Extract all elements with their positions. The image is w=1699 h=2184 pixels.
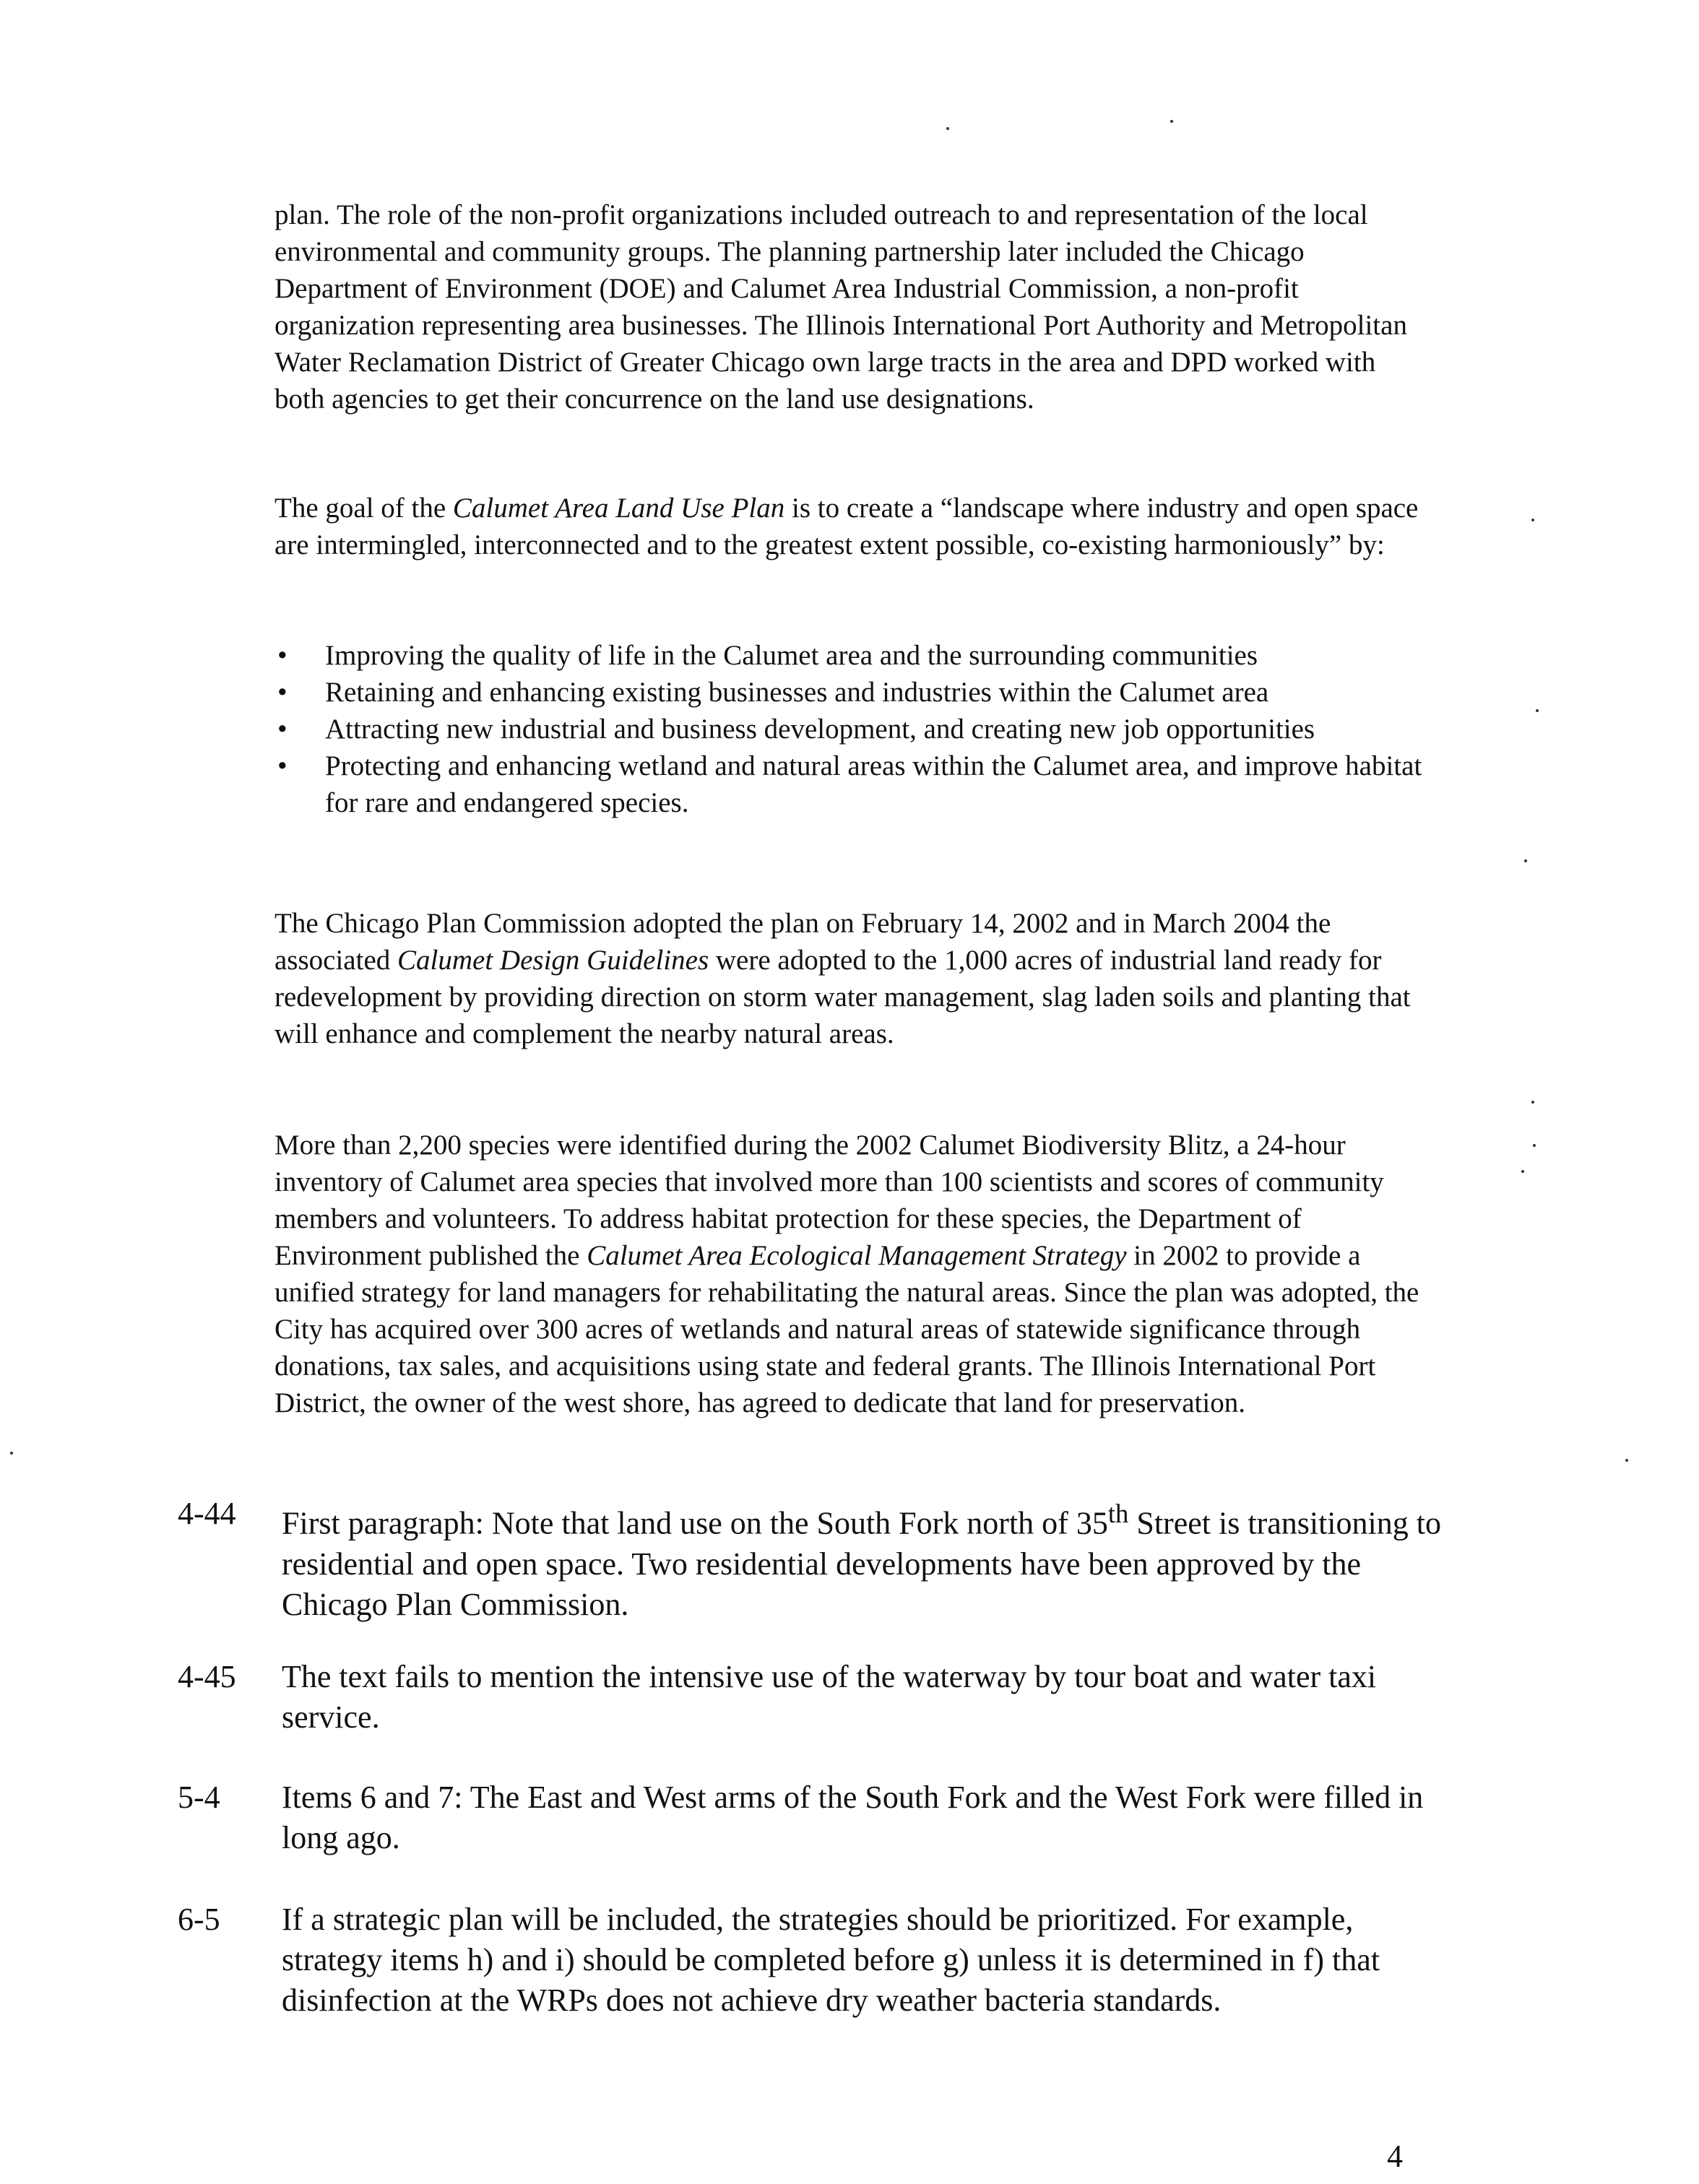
comment-4-45 <box>178 1657 1449 1738</box>
comment-4-44 <box>178 1494 1449 1625</box>
bullet-icon: • <box>277 714 288 745</box>
guidelines-title-italic: Calumet Design Guidelines <box>397 945 709 976</box>
paragraph-text: The Chicago Plan Commission adopted the plan on February 14, 2002 and in March 2004 the associated <box>274 908 1331 976</box>
scan-speck <box>1625 1459 1628 1462</box>
comment-text: Items 6 and 7: The East and West arms of the South Fork and the West Fork were filled in long ago. <box>282 1780 1424 1855</box>
paragraph-text: in 2002 to provide a unified strategy for land managers for rehabilitating the natural areas. Since the plan was adopted, the City has acquired over 300 acres of wetlands and natural areas of statewide significance through donations, tax sales, and acquisitions using state and federal grants. The Illinois International Port District, the owner of the west shore, has agreed to dedicate that land for preservation. <box>274 1240 1419 1418</box>
paragraph-text: More than 2,200 species were identified during the 2002 Calumet Biodiversity Blitz, a 24-hour inventory of Calumet area species that involved more than 100 scientists and scores of community members and volunteers. To address habitat protection for these species, the Department of Environment published the <box>274 1130 1384 1271</box>
comment-6-5 <box>178 1899 1449 2021</box>
list-item-text: Improving the quality of life in the Calumet area and the surrounding communities <box>325 640 1258 671</box>
comment-number: 4-44 <box>178 1496 236 1531</box>
goals-bullet-list <box>274 637 1445 821</box>
comment-text: If a strategic plan will be included, the strategies should be prioritized. For example, strategy items h) and i) should be completed before g) unless it is determined in f) that disinfection at the WRPs does not achieve dry weather bacteria standards. <box>282 1902 1380 2018</box>
scan-speck <box>1521 1170 1524 1173</box>
plan-title-italic: Calumet Area Land Use Plan <box>452 493 785 524</box>
list-item-text: Retaining and enhancing existing businesses and industries within the Calumet area <box>325 677 1269 708</box>
scan-speck <box>1524 859 1527 862</box>
paragraph-plan-goal <box>274 490 1430 563</box>
scan-speck <box>946 127 949 130</box>
comment-text: The text fails to mention the intensive use of the waterway by tour boat and water taxi service. <box>282 1659 1377 1735</box>
paragraph-text: were adopted to the 1,000 acres of industrial land ready for redevelopment by providing direction on storm water management, slag laden soils and planting that will enhance and complement the nearby natural areas. <box>274 945 1411 1049</box>
list-item-text: Attracting new industrial and business development, and creating new job opportunities <box>325 714 1315 745</box>
scan-speck <box>10 1452 13 1455</box>
list-item <box>274 637 1445 674</box>
list-item <box>274 711 1445 748</box>
scan-speck <box>1536 709 1539 712</box>
scan-speck <box>1170 120 1173 123</box>
comment-number: 5-4 <box>178 1780 220 1815</box>
comment-number: 4-45 <box>178 1659 236 1694</box>
page-number: 4 <box>1387 2138 1403 2174</box>
bullet-icon: • <box>277 750 288 781</box>
paragraph-text: is to create a “landscape where industry and open space are intermingled, interconnected and to the greatest extent possible, co-existing harmoniously” by: <box>274 493 1419 560</box>
bullet-icon: • <box>277 640 288 671</box>
superscript-ordinal: th <box>1107 1499 1129 1528</box>
paragraph-biodiversity <box>274 1127 1430 1421</box>
comment-text: First paragraph: Note that land use on the South Fork north of 35th Street is transitioning to residential and open space. Two residential developments have been approved by the Chicago Plan Commission. <box>282 1499 1441 1622</box>
paragraph-text: plan. The role of the non-profit organizations included outreach to and representation of the local environmental and community groups. The planning partnership later included the Chicago Department of Environment (DOE) and Calumet Area Industrial Commission, a non-profit organization representing area businesses. The Illinois International Port Authority and Metropolitan Water Reclamation District of Greater Chicago own large tracts in the area and DPD worked with both agencies to get their concurrence on the land use designations. <box>274 199 1407 415</box>
list-item <box>274 674 1445 711</box>
paragraph-plan-adoption <box>274 905 1430 1052</box>
list-item-text: Protecting and enhancing wetland and natural areas within the Calumet area, and improve habitat for rare and endangered species. <box>325 750 1422 818</box>
comment-5-4 <box>178 1777 1449 1858</box>
scan-speck <box>1531 1101 1534 1104</box>
strategy-title-italic: Calumet Area Ecological Management Strategy <box>587 1240 1127 1271</box>
paragraph-text: The goal of the <box>274 493 453 524</box>
comment-number: 6-5 <box>178 1902 220 1937</box>
paragraph-planning-partnership <box>274 196 1430 417</box>
scan-speck <box>1531 519 1534 521</box>
list-item <box>274 748 1445 821</box>
scan-speck <box>1533 1144 1536 1147</box>
bullet-icon: • <box>277 677 288 708</box>
